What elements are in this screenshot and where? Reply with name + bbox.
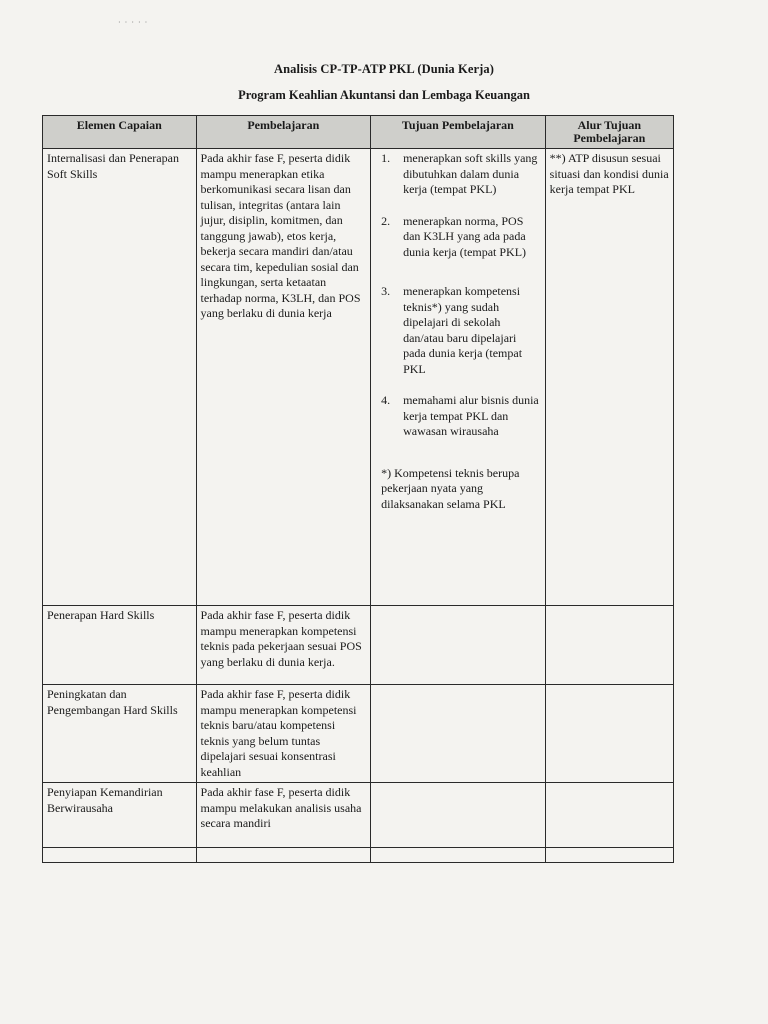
tujuan-item [375,214,541,261]
cell-pembelajaran: Pada akhir fase F, peserta didik mampu menerapkan kompetensi teknis baru/atau kompetensi teknis yang belum tuntas dipelajari sesuai konsentrasi keahlian [196,685,371,783]
document-subtitle: Program Keahlian Akuntansi dan Lembaga Keuangan [238,88,530,102]
tujuan-text: memahami alur bisnis dunia kerja tempat PKL dan wawasan wirausaha [403,393,539,438]
cell-tujuan-empty [371,783,546,848]
cell-alur-empty [545,606,673,685]
table-header-row [43,116,674,149]
analysis-table [42,115,674,863]
tujuan-item [375,393,541,440]
header-alur-tujuan: Alur Tujuan Pembelajaran [545,116,673,149]
cell-blank [545,848,673,863]
cell-tujuan [371,149,546,606]
document-title: Analisis CP-TP-ATP PKL (Dunia Kerja) [273,62,495,76]
header-elemen-capaian: Elemen Capaian [43,116,197,149]
tujuan-number: 1. [381,151,391,165]
tujuan-item [375,284,541,377]
table-row [43,783,674,848]
cell-alur-empty [545,685,673,783]
cell-elemen: Penyiapan Kemandirian Berwirausaha [43,783,197,848]
scan-specks: · · · · · [118,18,149,27]
cell-tujuan-empty [371,685,546,783]
cell-blank [371,848,546,863]
table-row [43,606,674,685]
cell-pembelajaran: Pada akhir fase F, peserta didik mampu melakukan analisis usaha secara mandiri [196,783,371,848]
cell-pembelajaran: Pada akhir fase F, peserta didik mampu menerapkan kompetensi teknis pada pekerjaan sesuai POS yang berlaku di dunia kerja. [196,606,371,685]
cell-alur: **) ATP disusun sesuai situasi dan kondisi dunia kerja tempat PKL [545,149,673,606]
tujuan-footnote: *) Kompetensi teknis berupa pekerjaan nyata yang dilaksanakan selama PKL [381,465,520,511]
tujuan-text: menerapkan soft skills yang dibutuhkan dalam dunia kerja (tempat PKL) [403,151,538,196]
tujuan-list [375,151,541,440]
tujuan-number: 4. [381,393,391,407]
tujuan-number: 2. [381,213,391,228]
cell-pembelajaran: Pada akhir fase F, peserta didik mampu menerapkan etika berkomunikasi secara lisan dan tulisan, integritas (antara lain jujur, disiplin, komitmen, dan tanggung jawab), etos kerja, bekerja secara mandiri dan/atau secara tim, kepedulian sosial dan lingkungan, serta ketaatan terhadap norma, K3LH, dan POS yang berlaku di dunia kerja [196,149,371,606]
cell-blank [43,848,197,863]
tujuan-number: 3. [381,284,391,298]
cell-elemen: Internalisasi dan Penerapan Soft Skills [43,149,197,606]
cell-tujuan-empty [371,606,546,685]
tujuan-item [375,151,541,198]
table-row [43,149,674,606]
table-row [43,685,674,783]
tujuan-text: menerapkan norma, POS dan K3LH yang ada pada dunia kerja (tempat PKL) [403,213,527,259]
cell-elemen: Penerapan Hard Skills [43,606,197,685]
cell-blank [196,848,371,863]
header-pembelajaran: Pembelajaran [196,116,371,149]
cell-elemen: Peningkatan dan Pengembangan Hard Skills [43,685,197,783]
table-row-blank [43,848,674,863]
tujuan-text: menerapkan kompetensi teknis*) yang sudah dipelajari di sekolah dan/atau baru dipelajari pada dunia kerja (tempat PKL [403,284,523,376]
header-tujuan-pembelajaran: Tujuan Pembelajaran [371,116,546,149]
cell-alur-empty [545,783,673,848]
